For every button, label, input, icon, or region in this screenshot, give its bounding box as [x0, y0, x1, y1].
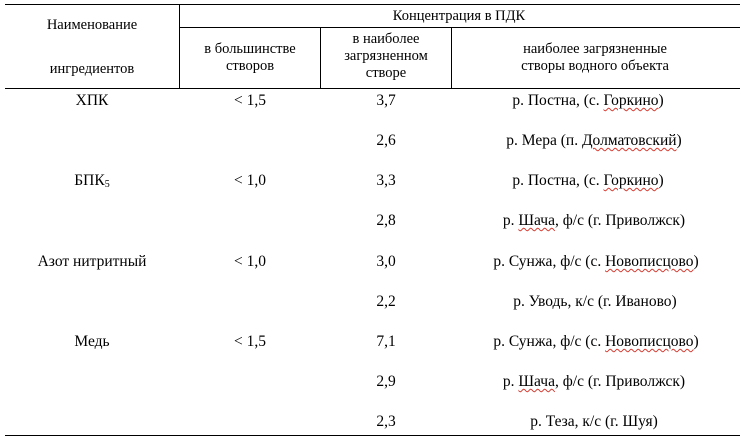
ingredient-cell: ХПК — [75, 92, 109, 109]
most-column-divider — [451, 27, 452, 88]
site-cell: р. Постна, (с. Горкино) — [512, 172, 664, 189]
most-header-line2: загрязненном — [344, 48, 428, 64]
most-cell: 2,9 — [376, 373, 396, 390]
most-cell: 3,7 — [376, 92, 396, 109]
majority-cell: < 1,5 — [234, 92, 266, 109]
concentration-group-header: Концентрация в ПДК — [392, 8, 526, 24]
majority-header-line2: створов — [225, 58, 275, 74]
site-cell: р. Постна, (с. Горкино) — [512, 92, 664, 109]
site-cell: р. Сунжа, ф/с (с. Новописцово) — [493, 333, 699, 350]
ingredient-column-divider — [179, 4, 180, 88]
header-bottom-border — [5, 88, 740, 89]
most-header-line3: створе — [365, 65, 407, 81]
majority-cell: < 1,0 — [234, 253, 266, 270]
sites-header-line1: наиболее загрязненные — [523, 41, 667, 57]
sites-header-line2: створы водного объекта — [521, 58, 669, 74]
table-bottom-border — [5, 435, 740, 436]
table-top-border — [5, 4, 740, 5]
majority-cell: < 1,5 — [234, 333, 266, 350]
most-cell: 2,3 — [376, 413, 396, 430]
ingredient-cell: Азот нитритный — [37, 253, 147, 270]
ingredient-header-line2: ингредиентов — [49, 61, 135, 77]
group-header-divider — [179, 27, 740, 28]
site-cell: р. Шача, ф/с (г. Приволжск) — [502, 373, 686, 390]
site-cell: р. Шача, ф/с (г. Приволжск) — [502, 212, 686, 229]
most-cell: 2,6 — [376, 132, 396, 149]
ingredient-header-line1: Наименование — [46, 17, 138, 33]
majority-column-divider — [320, 27, 321, 88]
majority-header-line1: в большинстве — [204, 41, 296, 57]
most-cell: 3,0 — [376, 253, 396, 270]
ingredient-cell: $БПК_5$ — [74, 172, 110, 190]
most-cell: 2,8 — [376, 212, 396, 229]
most-cell: 2,2 — [376, 293, 396, 310]
site-cell: р. Теза, к/с (г. Шуя) — [530, 413, 658, 430]
site-cell: р. Мера (п. Долматовский) — [506, 132, 682, 149]
site-cell: р. Уводь, к/с (г. Иваново) — [513, 293, 677, 310]
site-cell: р. Сунжа, ф/с (с. Новописцово) — [493, 253, 699, 270]
most-cell: 7,1 — [376, 333, 396, 350]
most-cell: 3,3 — [376, 172, 396, 189]
ingredient-cell: Медь — [74, 333, 110, 350]
most-header-line1: в наиболее — [352, 31, 420, 47]
majority-cell: < 1,0 — [234, 172, 266, 189]
